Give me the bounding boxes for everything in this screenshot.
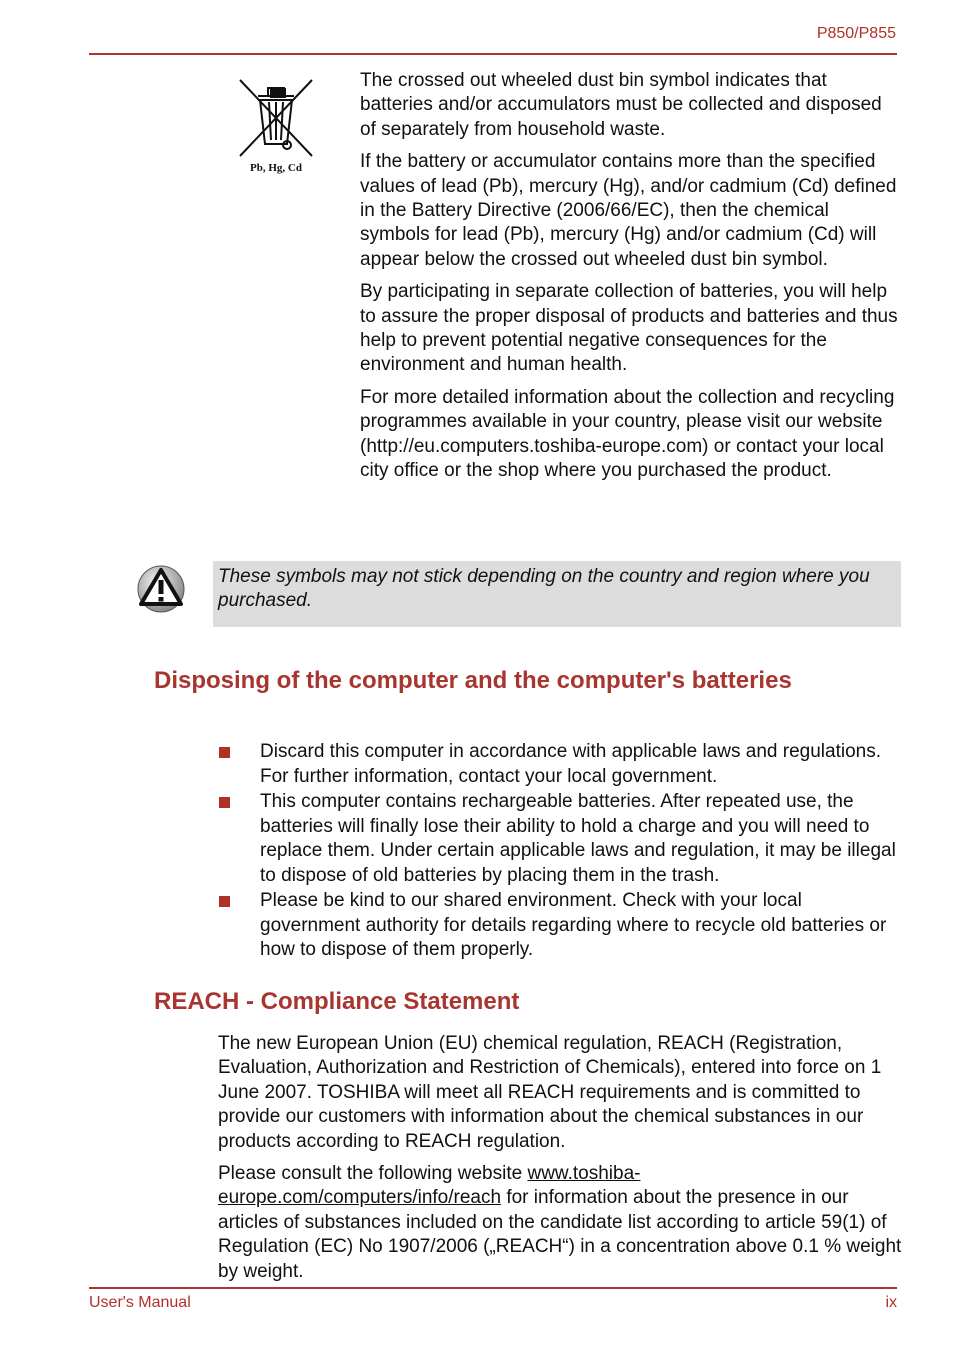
section-title-reach: REACH - Compliance Statement: [154, 988, 520, 1015]
page-number: ix: [885, 1294, 897, 1311]
reach-text-after-link: for information about the presence in our articles of substances included on the candidate list according to article 59(1) of Regulation (EC) No 1907/2006 („REACH“) in a concentration above 0.1 % weight by weight.: [218, 1187, 902, 1282]
note-text: These symbols may not stick depending on the country and region where you purchased.: [218, 566, 870, 612]
bullet-square-icon: [219, 896, 230, 907]
list-item-text: Please be kind to our shared environment. Check with your local government authority for details regarding where to recycle old batteries or how to dispose of them properly.: [260, 890, 887, 960]
list-item-text: This computer contains rechargeable batteries. After repeated use, the batteries will finally lose their ability to hold a charge and you will need to replace them. Under certain applicable laws and regulation, it may be illegal to dispose of old batteries by placing them in the trash.: [260, 791, 896, 886]
battery-info-paragraph: For more detailed information about the collection and recycling programmes available in your country, please visit our website (http://eu.computers.toshiba-europe.com) or contact your local city office or the shop where you purchased the product.: [360, 386, 895, 482]
reach-paragraph: [218, 1162, 908, 1284]
crossed-bin-figure: [232, 74, 320, 184]
header-rule: [89, 53, 897, 55]
list-item-text: Discard this computer in accordance with applicable laws and regulations. For further information, contact your local government.: [260, 741, 881, 787]
reach-link[interactable]: www.toshiba-europe.com/computers/info/reach: [218, 1163, 641, 1209]
list-item: [260, 740, 900, 789]
footer-rule: [89, 1287, 897, 1289]
crossed-bin-icon: [232, 74, 320, 160]
note-box: [213, 561, 901, 627]
battery-info-text: [360, 69, 900, 492]
disposing-bullet-list: [260, 740, 900, 964]
list-item: [260, 790, 900, 888]
reach-text-before-link: Please consult the following website: [218, 1163, 528, 1185]
battery-info-paragraph: If the battery or accumulator contains more than the specified values of lead (Pb), mercury (Hg), and/or cadmium (Cd) defined in the Battery Directive (2006/66/EC), then the chemical symbols for lead (Pb), mercury (Hg) and/or cadmium (Cd) will appear below the crossed out wheeled dust bin symbol.: [360, 151, 897, 270]
battery-info-paragraph: The crossed out wheeled dust bin symbol indicates that batteries and/or accumulators must be collected and disposed of separately from household waste.: [360, 70, 882, 140]
battery-info-paragraph: By participating in separate collection of batteries, you will help to assure the proper disposal of products and batteries and thus help to prevent potential negative consequences for the environment and human health.: [360, 281, 898, 376]
footer-manual-title: User's Manual: [89, 1294, 191, 1311]
bullet-square-icon: [219, 797, 230, 808]
bin-symbol-caption: Pb, Hg, Cd: [250, 162, 302, 174]
caution-icon: [136, 564, 186, 614]
list-item: [260, 889, 900, 963]
reach-text: [218, 1032, 908, 1292]
bullet-square-icon: [219, 747, 230, 758]
reach-paragraph: The new European Union (EU) chemical regulation, REACH (Registration, Evaluation, Authorization and Restriction of Chemicals), entered into force on 1 June 2007. TOSHIBA will meet all REACH requirements and is committed to provide our customers with information about the chemical substances in our products according to REACH regulation.: [218, 1033, 882, 1152]
header-model: P850/P855: [816, 25, 896, 42]
section-title-disposing: Disposing of the computer and the computer's batteries: [154, 667, 792, 694]
